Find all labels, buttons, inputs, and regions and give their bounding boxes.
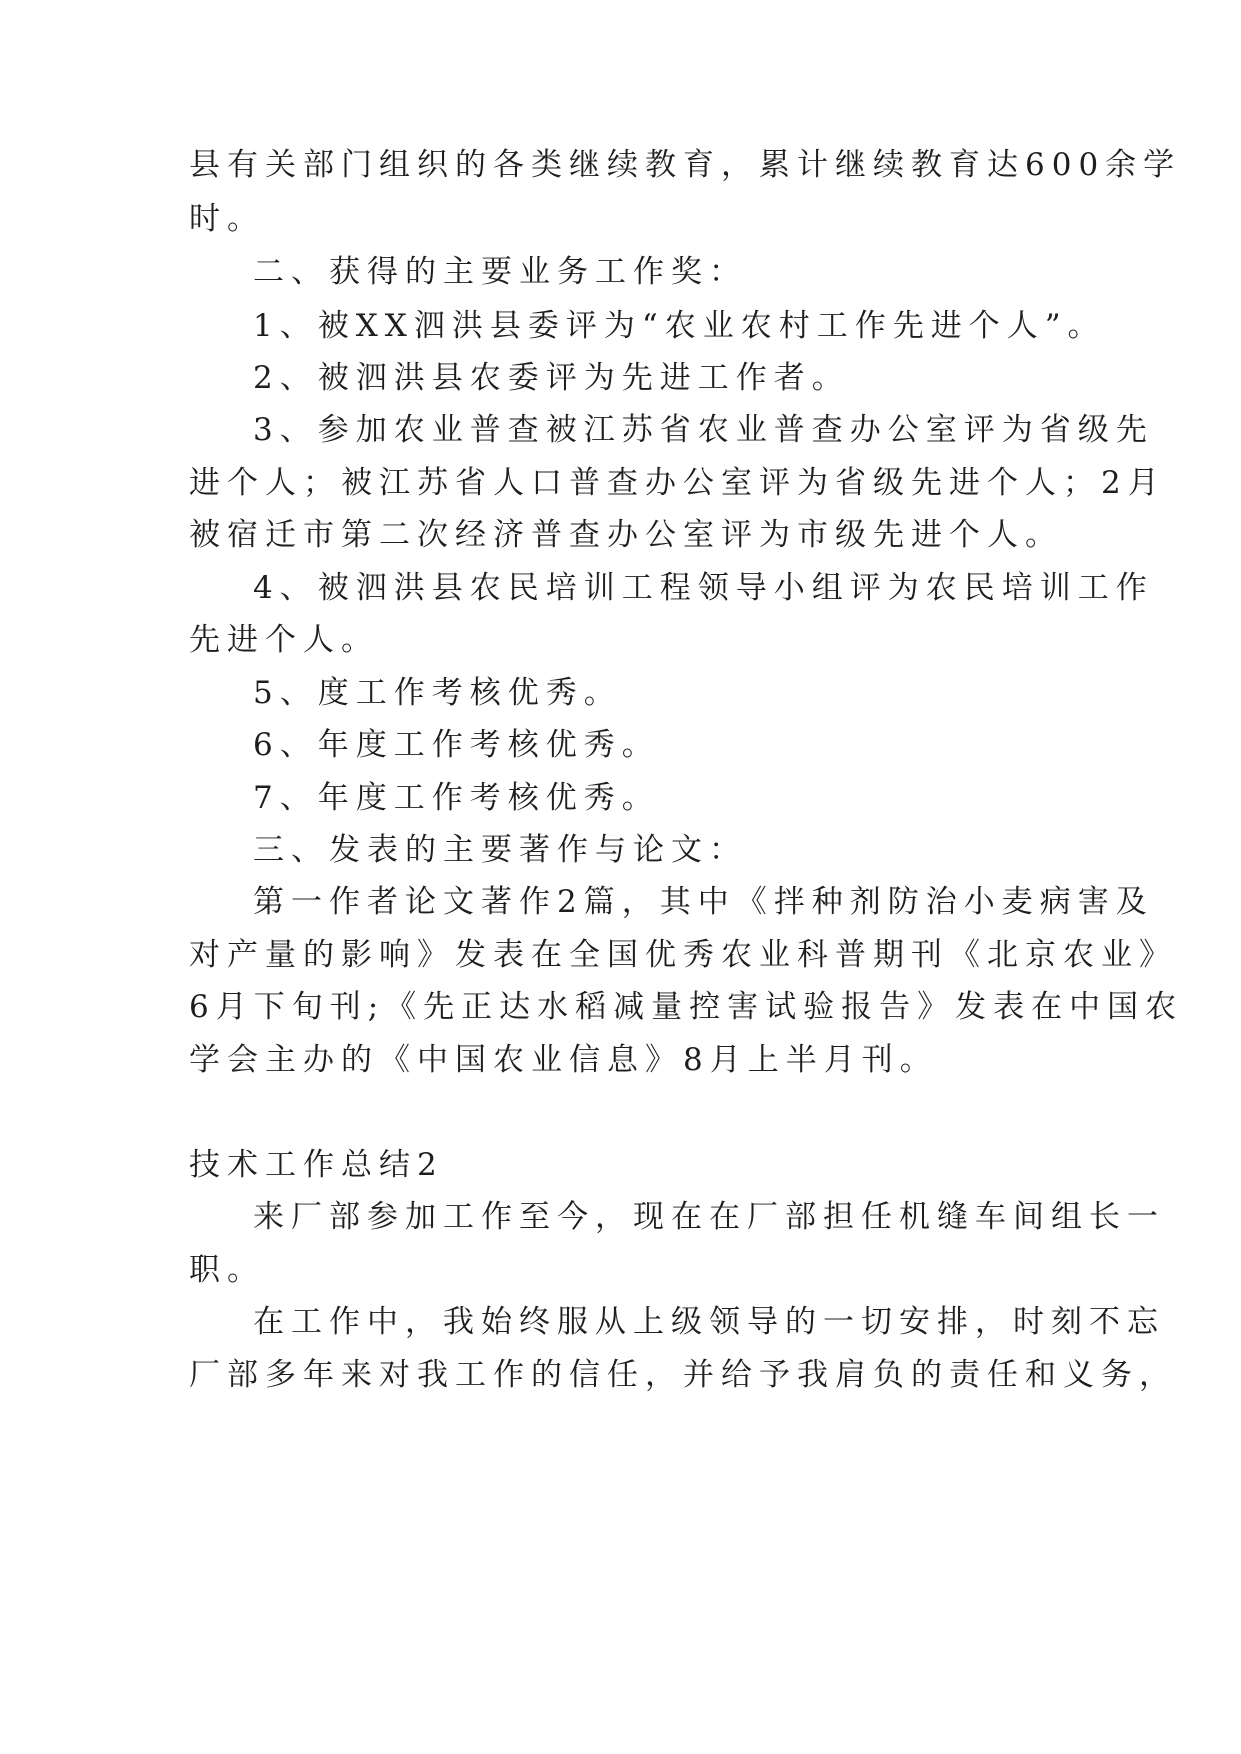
document-title: 技术工作总结2 bbox=[189, 1147, 444, 1183]
award-item-7: 7、年度工作考核优秀。 bbox=[253, 780, 660, 816]
award-item-1: 1、被XX泗洪县委评为“农业农村工作先进个人”。 bbox=[253, 308, 1106, 344]
award-item-6: 6、年度工作考核优秀。 bbox=[253, 727, 660, 763]
publications-paragraph-cont: 6月下旬刊;《先正达水稻减量控害试验报告》发表在中国农 bbox=[189, 989, 1184, 1025]
award-item-2: 2、被泗洪县农委评为先进工作者。 bbox=[253, 360, 850, 396]
publications-paragraph: 第一作者论文著作2篇，其中《拌种剂防治小麦病害及 bbox=[253, 884, 1154, 920]
section-heading-publications: 三、发表的主要著作与论文： bbox=[253, 832, 747, 868]
award-item-3: 3、参加农业普查被江苏省农业普查办公室评为省级先 bbox=[253, 412, 1154, 448]
paragraph-cont: 厂部多年来对我工作的信任，并给予我肩负的责任和义务， bbox=[189, 1357, 1177, 1393]
award-item-3-cont: 被宿迁市第二次经济普查办公室评为市级先进个人。 bbox=[189, 517, 1063, 553]
award-item-4: 4、被泗洪县农民培训工程领导小组评为农民培训工作 bbox=[253, 570, 1154, 606]
award-item-3-cont: 进个人；被江苏省人口普查办公室评为省级先进个人；2月 bbox=[189, 465, 1166, 501]
paragraph-cont: 职。 bbox=[189, 1252, 265, 1288]
section-heading-awards: 二、获得的主要业务工作奖： bbox=[253, 254, 747, 290]
paragraph: 在工作中，我始终服从上级领导的一切安排，时刻不忘 bbox=[253, 1304, 1165, 1340]
award-item-4-cont: 先进个人。 bbox=[189, 622, 379, 658]
paragraph: 来厂部参加工作至今，现在在厂部担任机缝车间组长一 bbox=[253, 1199, 1165, 1235]
text-line: 县有关部门组织的各类继续教育，累计继续教育达600余学 bbox=[189, 147, 1182, 183]
publications-paragraph-cont: 对产量的影响》发表在全国优秀农业科普期刊《北京农业》 bbox=[189, 937, 1177, 973]
publications-paragraph-cont: 学会主办的《中国农业信息》8月上半月刊。 bbox=[189, 1042, 938, 1078]
award-item-5: 5、度工作考核优秀。 bbox=[253, 675, 622, 711]
text-line: 时。 bbox=[189, 201, 265, 237]
